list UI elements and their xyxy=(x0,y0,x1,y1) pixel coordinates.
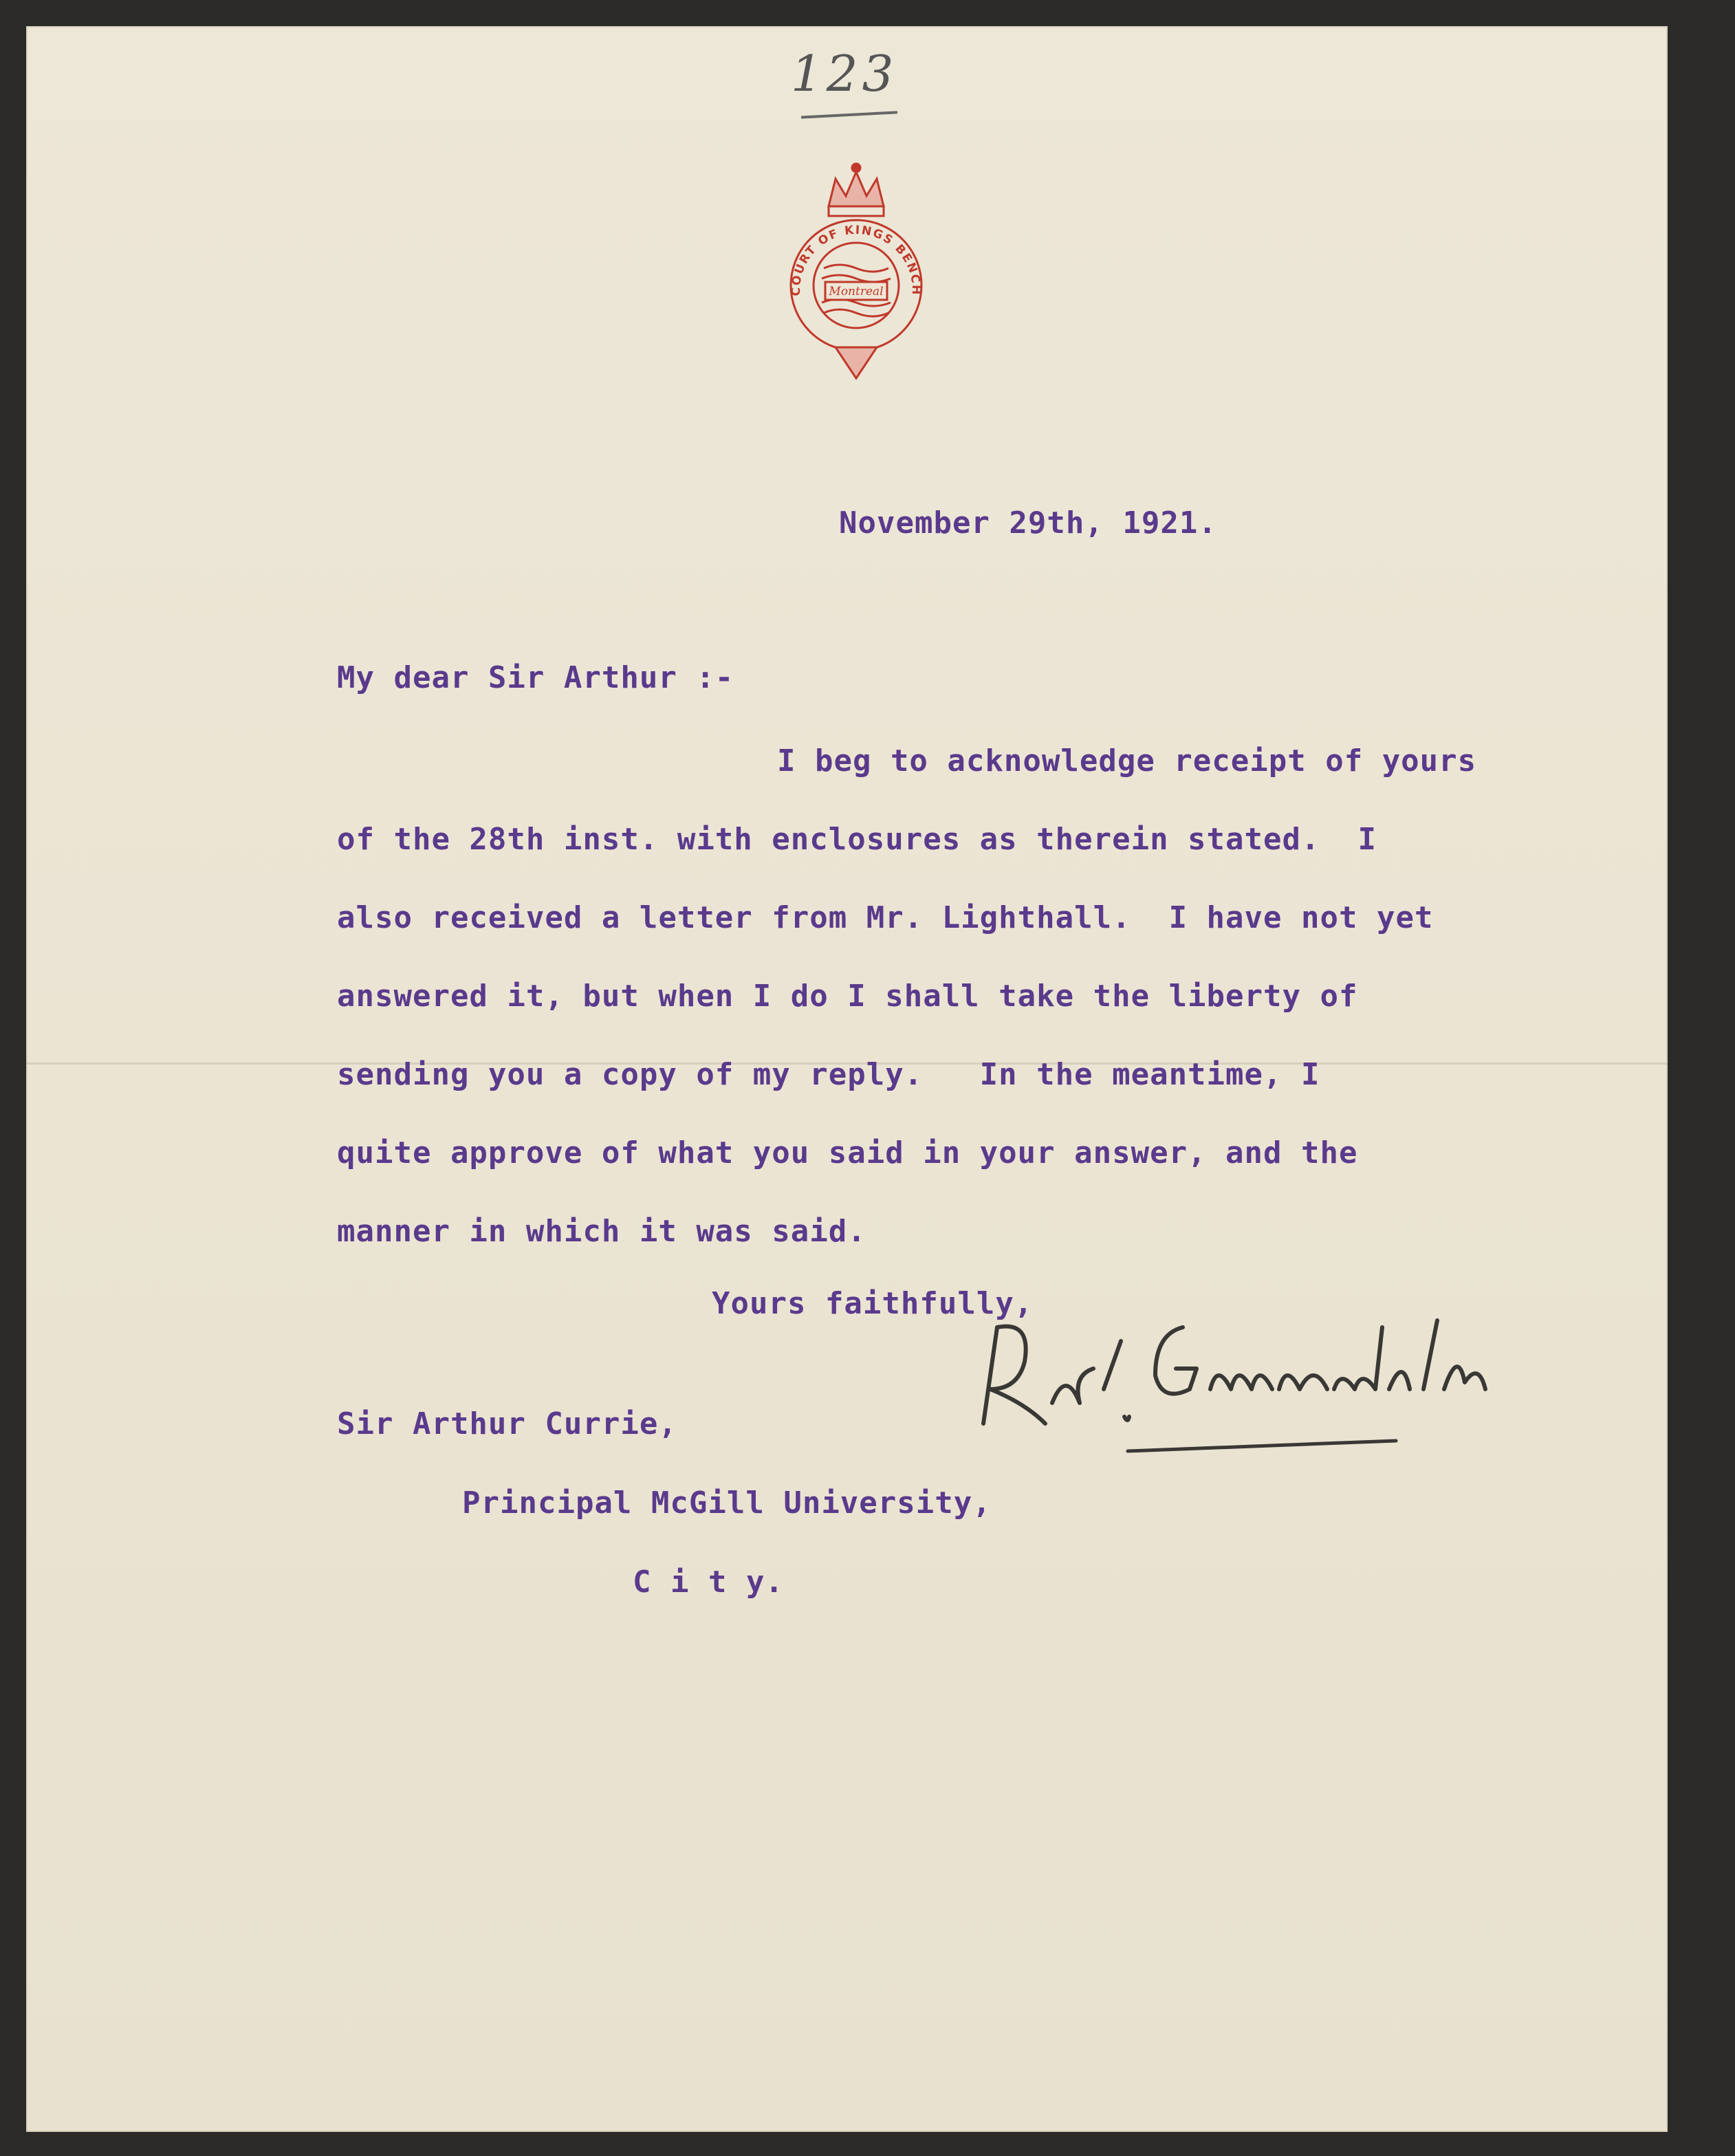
recipient-name: Sir Arthur Currie, xyxy=(337,1406,677,1441)
body-line: of the 28th inst. with enclosures as therein stated. I xyxy=(337,822,1377,857)
body-line: answered it, but when I do I shall take the liberty of xyxy=(337,979,1358,1014)
body-line: sending you a copy of my reply. In the meantime, I xyxy=(337,1057,1320,1092)
court-seal-logo xyxy=(770,158,942,385)
body-line: I beg to acknowledge receipt of yours xyxy=(777,743,1477,778)
body-line: manner in which it was said. xyxy=(337,1214,866,1249)
svg-text:COURT OF KINGS BENCH: COURT OF KINGS BENCH xyxy=(789,223,924,296)
body-line: also received a letter from Mr. Lighthall. I have not yet xyxy=(337,900,1434,935)
handwritten-signature xyxy=(956,1286,1561,1479)
closing: Yours faithfully, xyxy=(712,1286,1034,1321)
recipient-city: C i t y. xyxy=(633,1565,784,1600)
salutation: My dear Sir Arthur :- xyxy=(337,660,734,695)
body-line: quite approve of what you said in your answer, and the xyxy=(337,1135,1358,1170)
letter-date: November 29th, 1921. xyxy=(839,505,1217,541)
svg-text:Montreal: Montreal xyxy=(829,285,884,298)
folio-number: 123 xyxy=(791,45,898,102)
recipient-title: Principal McGill University, xyxy=(462,1485,992,1521)
